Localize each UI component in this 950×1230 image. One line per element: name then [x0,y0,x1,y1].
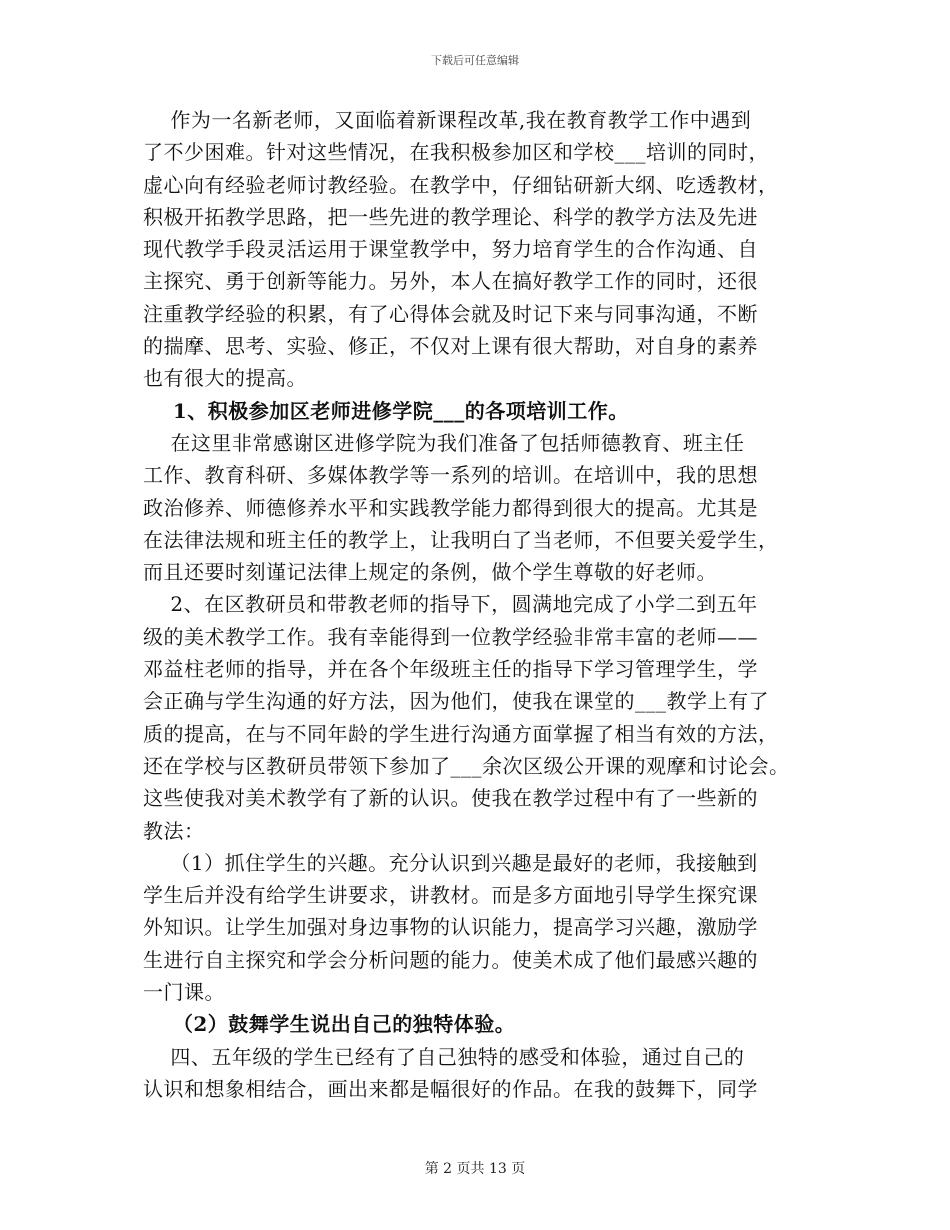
text-line: 生进行自主探究和学会分析问题的能力。使美术成了他们最感兴趣的 [143,947,758,972]
page-header: 下载后可任意编辑 [431,54,519,67]
text-line: 了不少困难。针对这些情况，在我积极参加区和学校___培训的同时， [143,140,769,165]
text-line: 2、在区教研员和带教老师的指导下，圆满地完成了小学二到五年 [143,592,758,617]
text-line: 在法律法规和班主任的教学上，让我明白了当老师，不但要关爱学生， [143,527,779,552]
text-line: 一门课。 [143,980,225,1005]
text-line: 外知识。让学生加强对身边事物的认识能力，提高学习兴趣，激励学 [143,915,758,940]
text-line: 邓益柱老师的指导，并在各个年级班主任的指导下学习管理学生，学 [143,657,758,682]
text-line: 政治修养、师德修养水平和实践教学能力都得到很大的提高。尤其是 [143,495,758,520]
section-heading-line: （2）鼓舞学生说出自己的独特体验。 [143,1012,516,1037]
text-line: 这些使我对美术教学有了新的认识。使我在教学过程中有了一些新的 [143,786,758,811]
text-line: （1）抓住学生的兴趣。充分认识到兴趣是最好的老师，我接触到 [143,850,758,875]
text-line: 而且还要时刻谨记法律上规定的条例，做个学生尊敬的好老师。 [143,560,717,585]
text-line: 工作、教育科研、多媒体教学等一系列的培训。在培训中，我的思想 [143,463,758,488]
text-line: 注重教学经验的积累，有了心得体会就及时记下来与同事沟通，不断 [143,301,758,326]
text-line: 也有很大的提高。 [143,366,307,391]
text-line: 的揣摩、思考、实验、修正，不仅对上课有很大帮助，对自身的素养 [143,334,758,359]
text-line: 学生后并没有给学生讲要求，讲教材。而是多方面地引导学生探究课 [143,883,758,908]
text-line: 作为一名新老师，又面临着新课程改革,我在教育教学工作中遇到 [143,108,752,132]
text-line: 在这里非常感谢区进修学院为我们准备了包括师德教育、班主任 [143,430,745,455]
section-heading-line: 1、积极参加区老师进修学院___的各项培训工作。 [143,398,629,423]
text-line: 现代教学手段灵活运用于课堂教学中，努力培育学生的合作沟通、自 [143,237,758,262]
text-line: 会正确与学生沟通的好方法，因为他们，使我在课堂的___教学上有了 [143,689,769,714]
text-line: 级的美术教学工作。我有幸能得到一位教学经验非常丰富的老师—— [143,624,758,649]
text-line: 教法： [143,818,205,843]
text-line: 积极开拓教学思路，把一些先进的教学理论、科学的教学方法及先进 [143,204,758,229]
page-footer: 第 2 页共 13 页 [424,1161,526,1177]
text-line: 四、五年级的学生已经有了自己独特的感受和体验，通过自己的 [143,1044,745,1069]
text-line: 虚心向有经验老师讨教经验。在教学中，仔细钻研新大纲、吃透教材， [143,172,779,197]
document-body [143,104,823,1105]
text-line: 质的提高，在与不同年龄的学生进行沟通方面掌握了相当有效的方法， [143,721,779,746]
text-line: 还在学校与区教研员带领下参加了___余次区级公开课的观摩和讨论会。 [143,753,790,778]
text-line: 主探究、勇于创新等能力。另外，本人在搞好教学工作的同时，还很 [143,269,758,294]
text-line: 认识和想象相结合，画出来都是幅很好的作品。在我的鼓舞下，同学 [143,1076,758,1101]
